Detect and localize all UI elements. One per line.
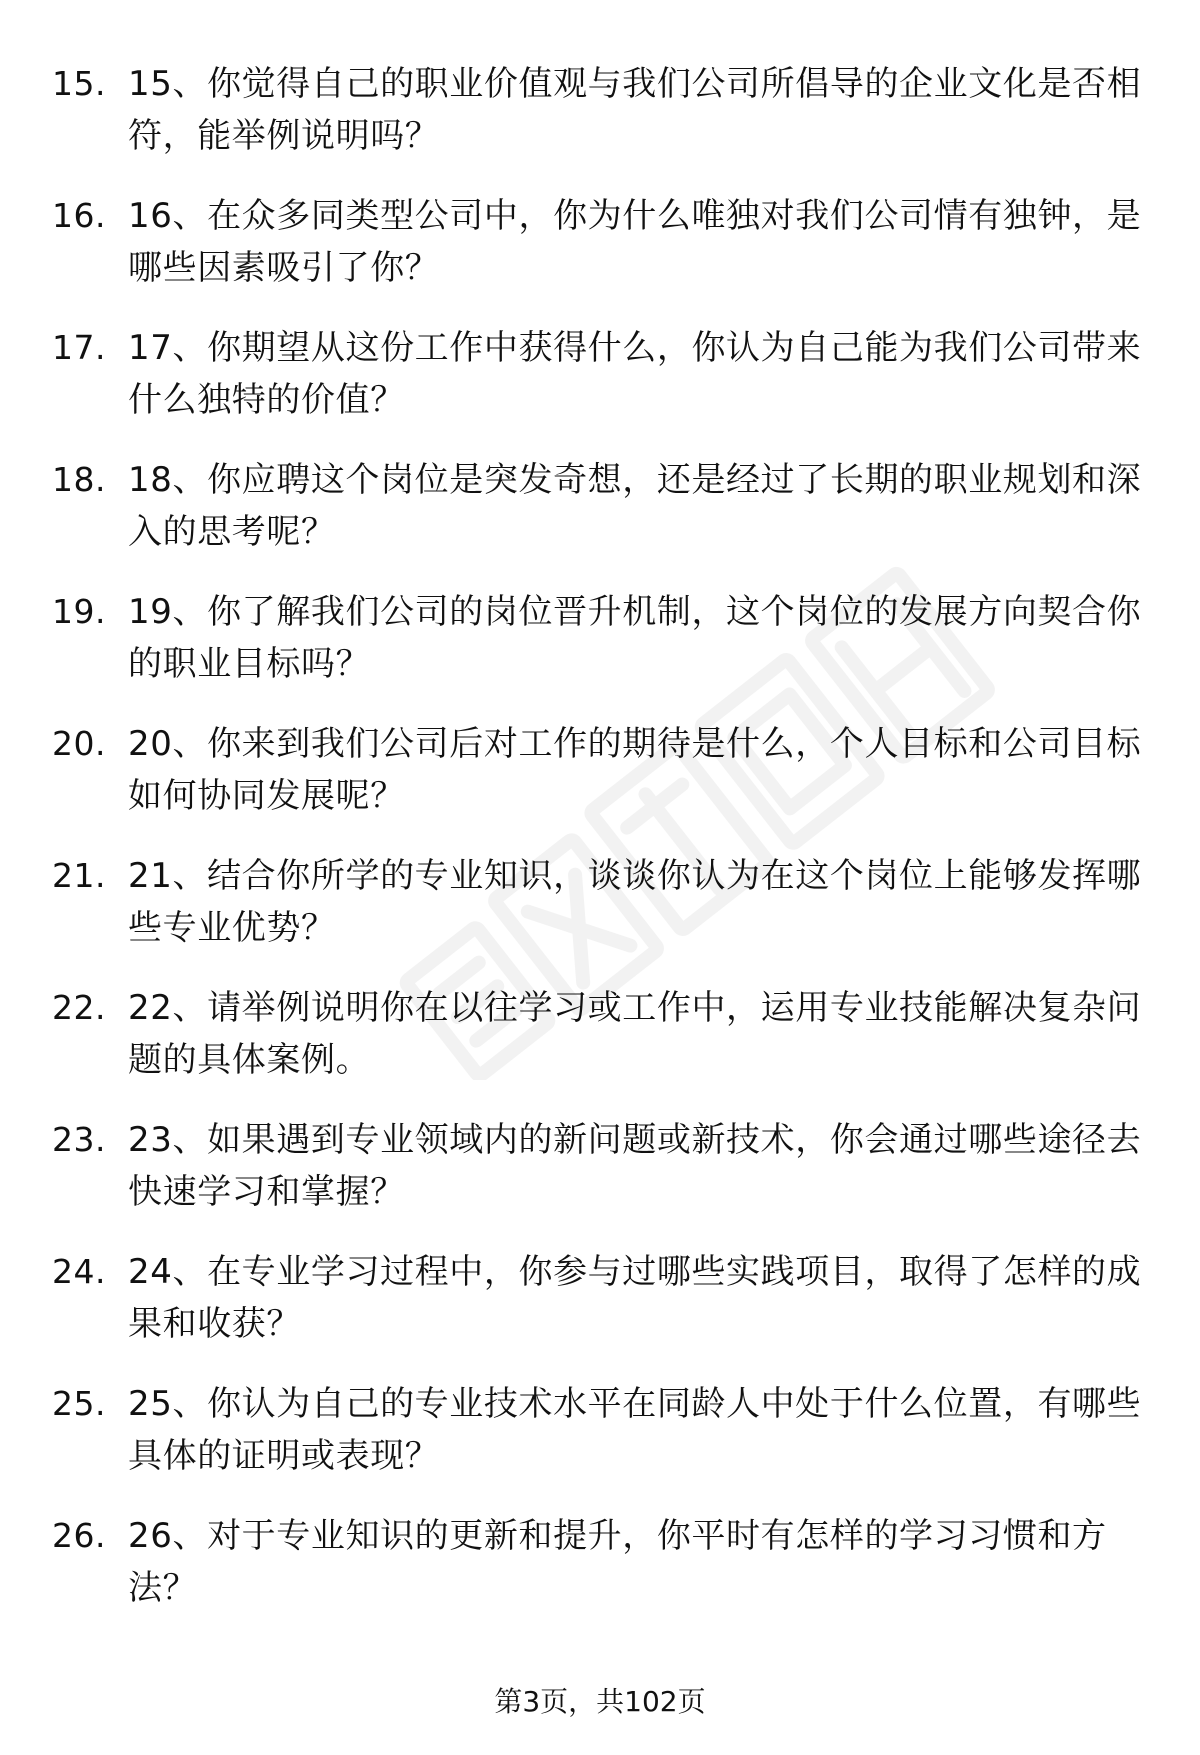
list-item [0, 322, 1200, 454]
item-text: 17、你期望从这份工作中获得什么，你认为自己能为我们公司带来什么独特的价值？ [128, 328, 1142, 420]
list-item [0, 1114, 1200, 1246]
item-text: 22、请举例说明你在以往学习或工作中，运用专业技能解决复杂问题的具体案例。 [128, 988, 1142, 1080]
item-text: 19、你了解我们公司的岗位晋升机制，这个岗位的发展方向契合你的职业目标吗？ [128, 592, 1142, 684]
item-number: 16. [52, 196, 106, 235]
item-number: 20. [52, 724, 106, 763]
item-text: 24、在专业学习过程中，你参与过哪些实践项目，取得了怎样的成果和收获？ [128, 1252, 1142, 1344]
list-item [0, 718, 1200, 850]
item-number: 22. [52, 988, 106, 1027]
list-item [0, 1510, 1200, 1642]
list-item [0, 58, 1200, 190]
list-item [0, 982, 1200, 1114]
item-text: 21、结合你所学的专业知识，谈谈你认为在这个岗位上能够发挥哪些专业优势？ [128, 856, 1142, 948]
item-number: 23. [52, 1120, 106, 1159]
item-number: 25. [52, 1384, 106, 1423]
item-number: 24. [52, 1252, 106, 1291]
item-text: 15、你觉得自己的职业价值观与我们公司所倡导的企业文化是否相符，能举例说明吗？ [128, 64, 1142, 156]
list-item [0, 1246, 1200, 1378]
item-text: 18、你应聘这个岗位是突发奇想，还是经过了长期的职业规划和深入的思考呢？ [128, 460, 1142, 552]
list-item [0, 1378, 1200, 1510]
item-number: 21. [52, 856, 106, 895]
list-item [0, 850, 1200, 982]
item-number: 18. [52, 460, 106, 499]
item-number: 17. [52, 328, 106, 367]
item-text: 23、如果遇到专业领域内的新问题或新技术，你会通过哪些途径去快速学习和掌握？ [128, 1120, 1142, 1212]
question-list [0, 58, 1200, 1642]
item-text: 16、在众多同类型公司中，你为什么唯独对我们公司情有独钟，是哪些因素吸引了你？ [128, 196, 1142, 288]
item-text: 20、你来到我们公司后对工作的期待是什么，个人目标和公司目标如何协同发展呢？ [128, 724, 1142, 816]
page-number-footer: 第3页，共102页 [494, 1685, 706, 1718]
item-text: 26、对于专业知识的更新和提升，你平时有怎样的学习习惯和方法？ [128, 1516, 1107, 1608]
list-item [0, 454, 1200, 586]
list-item [0, 586, 1200, 718]
item-number: 19. [52, 592, 106, 631]
item-text: 25、你认为自己的专业技术水平在同龄人中处于什么位置，有哪些具体的证明或表现？ [128, 1384, 1142, 1476]
item-number: 15. [52, 64, 106, 103]
item-number: 26. [52, 1516, 106, 1555]
list-item [0, 190, 1200, 322]
